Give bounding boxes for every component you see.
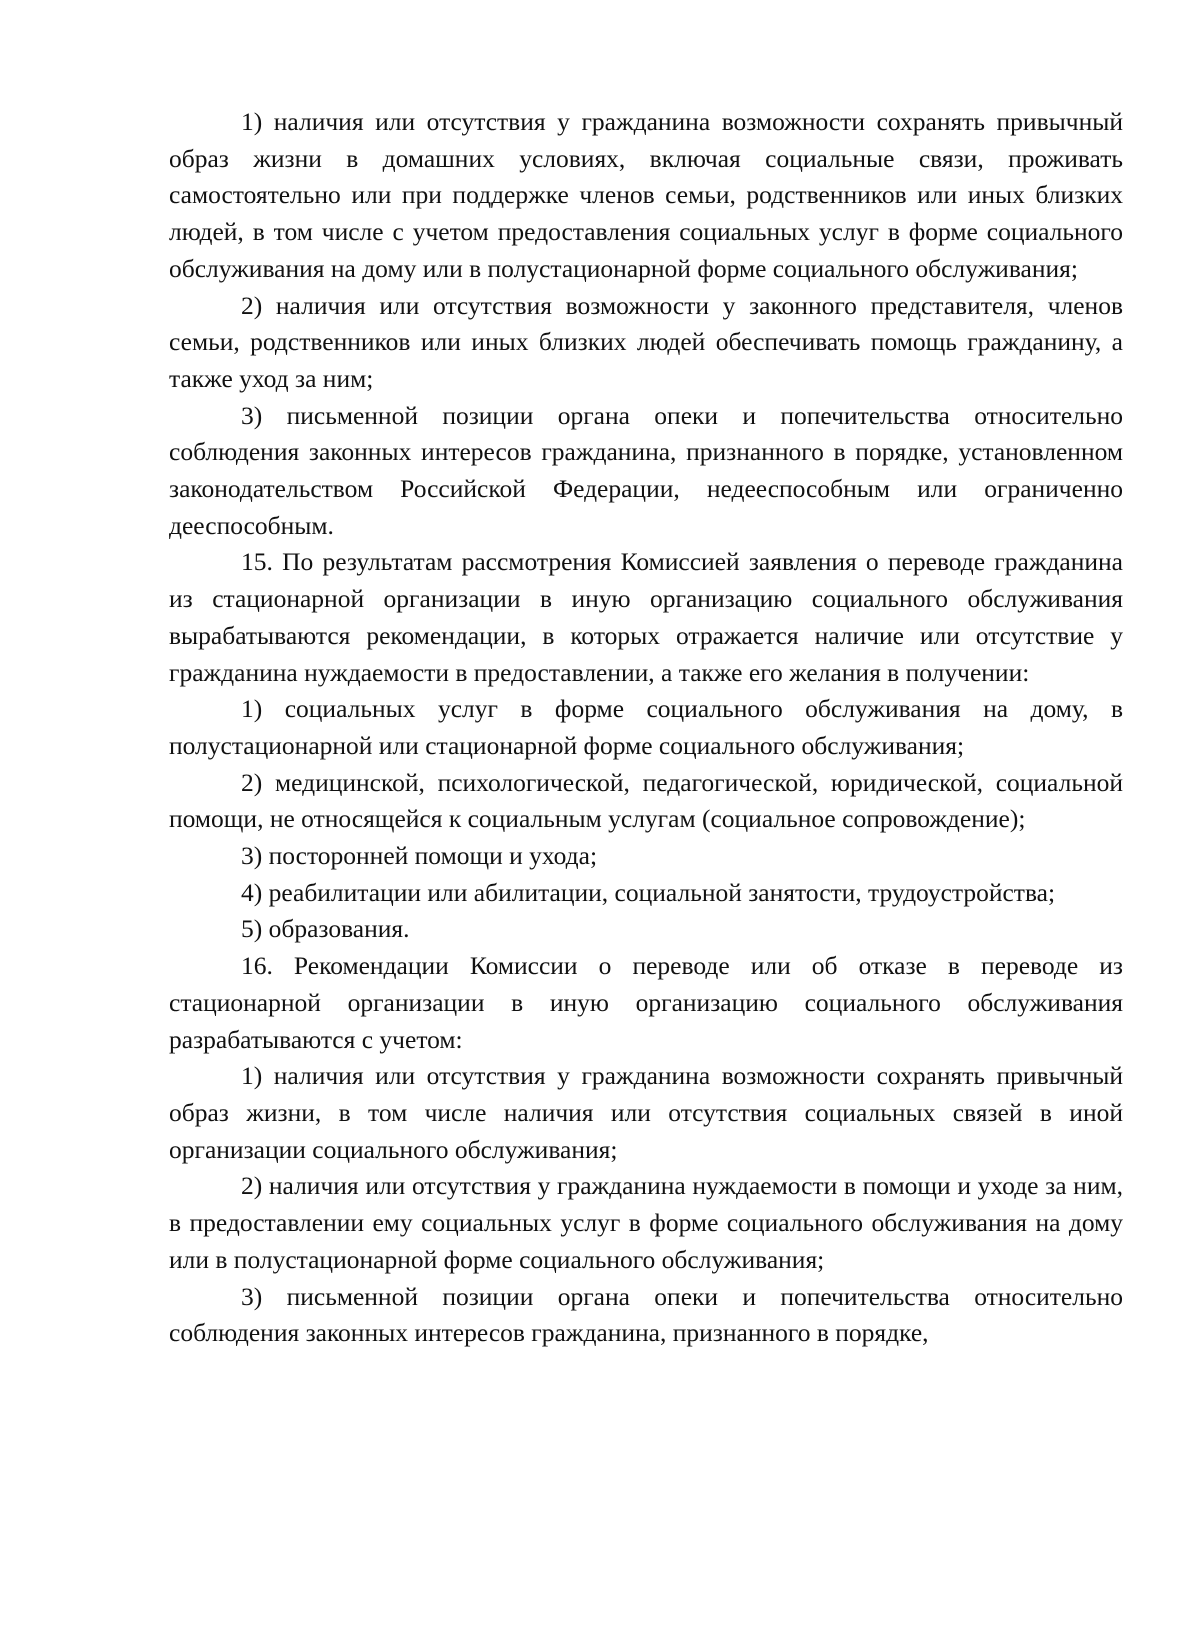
- paragraph-item-2-care-need: 2) наличия или отсутствия у гражданина нуждаемости в помощи и уходе за ним, в предоставлении ему социальных услуг в форме социального обслуживания на дому или в полустационарной форме социального обслуживания;: [169, 1171, 1123, 1274]
- paragraph-item-3-guardianship-position-continued: 3) письменной позиции органа опеки и попечительства относительно соблюдения законных интересов гражданина, признанного в порядке,: [169, 1281, 1123, 1348]
- document-body: [169, 104, 1123, 1352]
- paragraph-item-3-guardianship-position: 3) письменной позиции органа опеки и попечительства относительно соблюдения законных интересов гражданина, признанного в порядке, установленном законодательством Российской Федерации, недееспособным или ограниченно дееспособным.: [169, 400, 1123, 540]
- paragraph-item-3-outside-help: 3) посторонней помощи и ухода;: [241, 841, 598, 871]
- paragraph-item-1-lifestyle: 1) наличия или отсутствия у гражданина возможности сохранять привычный образ жизни, в том числе наличия или отсутствия социальных связей в иной организации социального обслуживания;: [169, 1061, 1123, 1164]
- paragraph-section-15: 15. По результатам рассмотрения Комиссией заявления о переводе гражданина из стационарной организации в иную организацию социального обслуживания вырабатываются рекомендации, в которых отражается наличие или отсутствие у гражданина нуждаемости в предоставлении, а также его желания в получении:: [169, 547, 1123, 687]
- paragraph-item-2-representative-care: 2) наличия или отсутствия возможности у законного представителя, членов семьи, родственников или иных близких людей обеспечивать помощь гражданину, а также уход за ним;: [169, 290, 1123, 393]
- paragraph-item-1-social-services: 1) социальных услуг в форме социального обслуживания на дому, в полустационарной или стационарной форме социального обслуживания;: [169, 694, 1123, 760]
- paragraph-item-4-rehabilitation: 4) реабилитации или абилитации, социальной занятости, трудоустройства;: [241, 877, 1056, 907]
- paragraph-item-5-education: 5) образования.: [241, 914, 410, 944]
- paragraph-item-2-assistance: 2) медицинской, психологической, педагогической, юридической, социальной помощи, не относящейся к социальным услугам (социальное сопровождение);: [169, 767, 1123, 834]
- paragraph-section-16: 16. Рекомендации Комиссии о переводе или об отказе в переводе из стационарной организации в иную организацию социального обслуживания разрабатываются с учетом:: [169, 951, 1123, 1054]
- paragraph-item-1-living-conditions: 1) наличия или отсутствия у гражданина возможности сохранять привычный образ жизни в домашних условиях, включая социальные связи, проживать самостоятельно или при поддержке членов семьи, родственников или иных близких людей, в том числе с учетом предоставления социальных услуг в форме социального обслуживания на дому или в полустационарной форме социального обслуживания;: [169, 107, 1123, 283]
